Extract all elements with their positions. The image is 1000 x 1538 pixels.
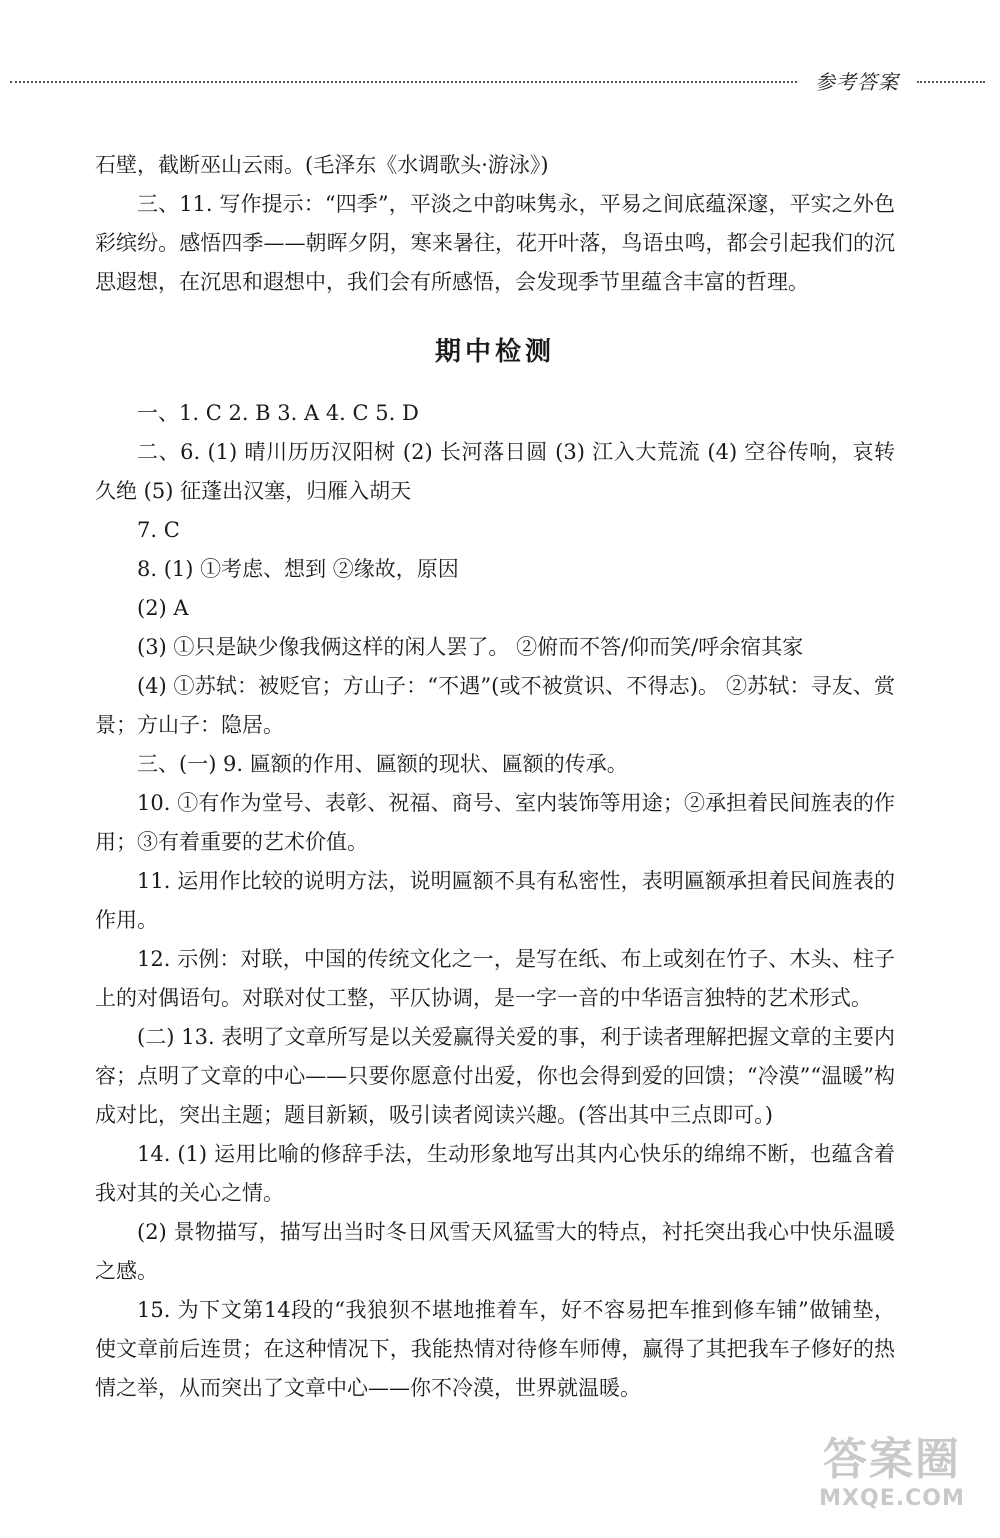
paragraph: 14. (1) 运用比喻的修辞手法，生动形象地写出其内心快乐的绵绵不断，也蕴含着我对其的关心之情。 <box>95 1142 895 1205</box>
paragraph: (2) 景物描写，描写出当时冬日风雪天风猛雪大的特点，衬托突出我心中快乐温暖之感。 <box>95 1220 895 1283</box>
paragraph: (3) ①只是缺少像我俩这样的闲人罢了。 ②俯而不答/仰而笑/呼余宿其家 <box>137 635 804 659</box>
answer-content <box>95 146 895 1408</box>
paragraph-continuation: 石壁，截断巫山云雨。(毛泽东《水调歌头·游泳》) <box>95 153 549 177</box>
watermark-url: MXQE.COM <box>819 1486 965 1511</box>
paragraph: 10. ①有作为堂号、表彰、祝福、商号、室内装饰等用途；②承担着民间旌表的作用；③有着重要的艺术价值。 <box>95 791 895 854</box>
paragraph: 12. 示例：对联，中国的传统文化之一，是写在纸、布上或刻在竹子、木头、柱子上的对偶语句。对联对仗工整，平仄协调，是一字一音的中华语言独特的艺术形式。 <box>95 947 895 1010</box>
paragraph: (2) A <box>137 596 189 620</box>
paragraph: 一、1. C 2. B 3. A 4. C 5. D <box>137 401 419 425</box>
paragraph: (二) 13. 表明了文章所写是以关爱赢得关爱的事，利于读者理解把握文章的主要内容；点明了文章的中心——只要你愿意付出爱，你也会得到爱的回馈；“冷漠”“温暖”构成对比，突出主题；题目新颖，吸引读者阅读兴趣。(答出其中三点即可。) <box>95 1025 895 1127</box>
watermark-logo-text: 答案圈 <box>823 1434 961 1485</box>
paragraph: 8. (1) ①考虑、想到 ②缘故，原因 <box>137 557 459 581</box>
paragraph: 15. 为下文第14段的“我狼狈不堪地推着车，好不容易把车推到修车铺”做铺垫，使文章前后连贯；在这种情况下，我能热情对待修车师傅，赢得了其把我车子修好的热情之举，从而突出了文章中心——你不冷漠，世界就温暖。 <box>95 1298 895 1400</box>
page-header <box>10 60 985 100</box>
watermark-logo <box>802 1434 982 1524</box>
section-title: 期中检测 <box>434 337 555 367</box>
paragraph: 11. 运用作比较的说明方法，说明匾额不具有私密性，表明匾额承担着民间旌表的作用。 <box>95 869 895 932</box>
paragraph: 7. C <box>137 518 180 542</box>
paragraph-writing-tip: 三、11. 写作提示：“四季”，平淡之中韵味隽永，平易之间底蕴深邃，平实之外色彩缤纷。感悟四季——朝晖夕阴，寒来暑往，花开叶落，鸟语虫鸣，都会引起我们的沉思遐想，在沉思和遐想中，我们会有所感悟，会发现季节里蕴含丰富的哲理。 <box>95 192 895 294</box>
header-dotted-rule-left <box>10 81 797 83</box>
paragraph: 二、6. (1) 晴川历历汉阳树 (2) 长河落日圆 (3) 江入大荒流 (4) 空谷传响，哀转久绝 (5) 征蓬出汉塞，归雁入胡天 <box>95 440 895 503</box>
header-title: 参考答案 <box>815 69 899 94</box>
header-dotted-rule-right <box>917 81 985 83</box>
paragraph: (4) ①苏轼：被贬官；方山子：“不遇”(或不被赏识、不得志)。 ②苏轼：寻友、赏景；方山子：隐居。 <box>95 674 895 737</box>
paragraph: 三、(一) 9. 匾额的作用、匾额的现状、匾额的传承。 <box>137 752 628 776</box>
